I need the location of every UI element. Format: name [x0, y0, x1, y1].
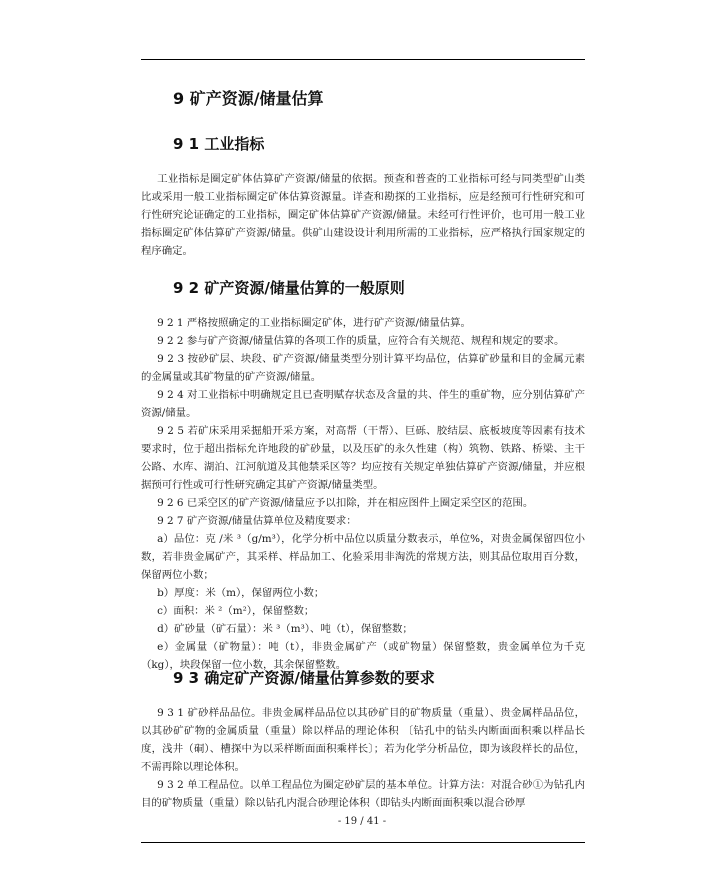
clause-9-2-4: 9 2 4 对工业指标中明确规定且已查明赋存状态及含量的共、伴生的重矿物，应分别估算矿产资源/储量。	[141, 389, 585, 419]
unit-ore-volume: d）矿砂量（矿石量）：米 ³（m³）、吨（t），保留整数；	[157, 623, 413, 635]
unit-metal-amount: e）金属量（矿物量）：吨（t），非贵金属矿产（或矿物量）保留整数，贵金属单位为千克（kg），块段保留一位小数，其余保留整数。	[141, 641, 585, 671]
clause-9-3-2: 9 3 2 单工程品位。以单工程品位为圈定砂矿层的基本单位。计算方法：对混合砂①为钻孔内目的矿物质量（重量）除以钻孔内混合砂理论体积（即钻头内断面面积乘以混合砂厚	[141, 779, 585, 809]
clause-9-2-1: 9 2 1 严格按照确定的工业指标圈定矿体，进行矿产资源/储量估算。	[157, 317, 471, 329]
clause-9-2-5: 9 2 5 若矿床采用采掘船开采方案，对高帮（干帮）、巨砾、胶结层、底板坡度等因素有技术要求时，位于超出指标允许地段的矿砂量，以及压矿的永久性建（构）筑物、铁路、桥梁、主干公路、水库、湖泊、江河航道及其他禁采区等？均应按有关规定单独估算矿产资源/储量，并应根据预可行性或可行性研究确定其矿产资源/储量类型。	[141, 425, 585, 491]
page-number: - 19 / 41 -	[337, 816, 387, 827]
unit-grade: a）品位：克 /米 ³（g/m³），化学分析中品位以质量分数表示，单位%，对贵金属保留四位小数，若非贵金属矿产，其采样、样品加工、化验采用非淘洗的常规方法，则其品位取用百分数，保留两位小数；	[141, 533, 585, 581]
header-rule	[141, 59, 585, 60]
clause-9-2-3: 9 2 3 按砂矿层、块段、矿产资源/储量类型分别计算平均品位，估算矿砂量和目的金属元素的金属量或其矿物量的矿产资源/储量。	[141, 353, 585, 383]
subsection-title-9-1: 9 1 工业指标	[173, 135, 265, 153]
paragraph-9-1: 工业指标是圈定矿体估算矿产资源/储量的依据。预查和普查的工业指标可经与同类型矿山类比或采用一般工业指标圈定矿体估算资源量。详查和勘探的工业指标，应是经预可行性研究和可行性研究论证确定的工业指标，圈定矿体估算矿产资源/储量。未经可行性评价，也可用一般工业指标圈定矿体估算矿产资源/储量。供矿山建设设计利用所需的工业指标，应严格执行国家规定的程序确定。	[141, 173, 585, 257]
clause-9-2-2: 9 2 2 参与矿产资源/储量估算的各项工作的质量，应符合有关规范、规程和规定的要求。	[157, 335, 565, 347]
subsection-title-9-2: 9 2 矿产资源/储量估算的一般原则	[173, 279, 405, 297]
unit-thickness: b）厚度：米（m），保留两位小数；	[157, 587, 325, 599]
clause-9-2-7: 9 2 7 矿产资源/储量估算单位及精度要求：	[157, 515, 357, 527]
unit-area: c）面积：米 ²（m²），保留整数；	[157, 605, 315, 617]
clause-9-2-6: 9 2 6 已采空区的矿产资源/储量应予以扣除，并在相应图件上圈定采空区的范围。	[157, 497, 534, 509]
subsection-title-9-3: 9 3 确定矿产资源/储量估算参数的要求	[173, 669, 435, 687]
clause-9-3-1: 9 3 1 矿砂样品品位。非贵金属样品品位以其砂矿目的矿物质量（重量）、贵金属样品品位，以其砂矿矿物的金属质量（重量）除以样品的理论体积 〔钻孔中的钻头内断面面积乘以样品长度，浅井（硐）、槽探中为以采样断面面积乘样长〕；若为化学分析品位，即为该段样长的品位，不需再除以理论体积。	[141, 707, 585, 773]
footer-rule	[141, 842, 585, 843]
section-title: 9 矿产资源/储量估算	[173, 89, 324, 108]
